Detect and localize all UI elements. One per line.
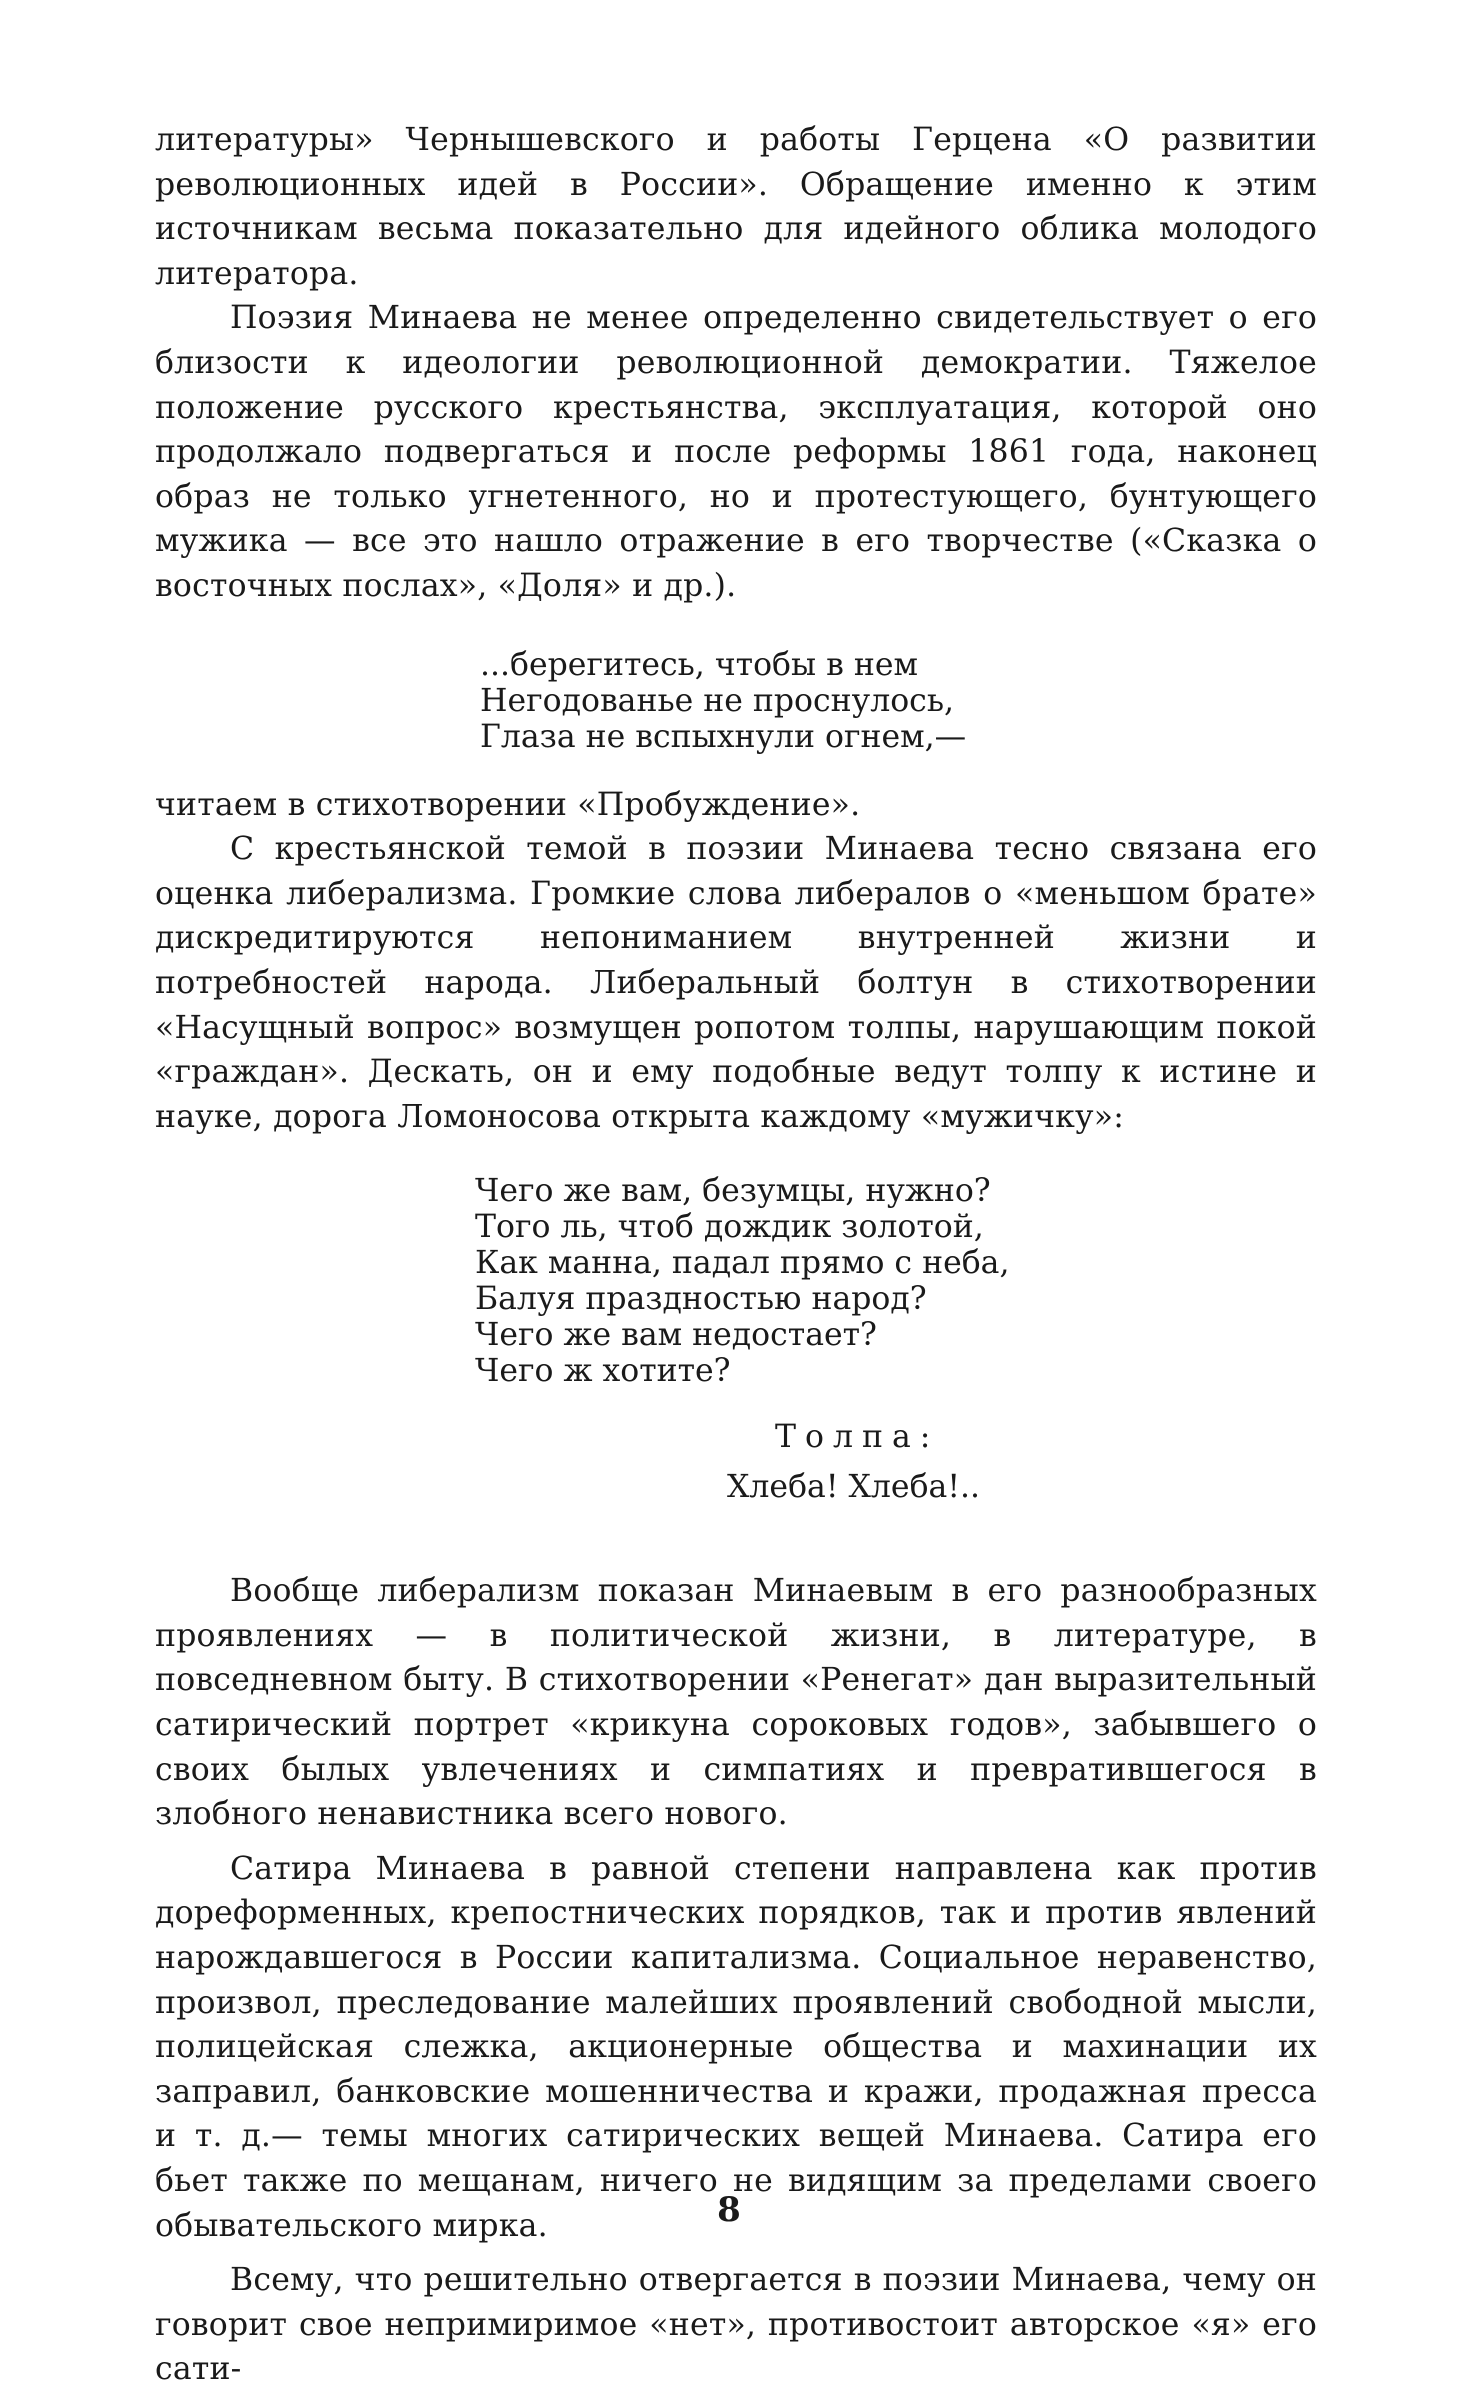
verse-line: Чего ж хотите? [475,1353,731,1390]
verse-line: Балуя праздностью народ? [475,1281,927,1318]
paragraph-2: Поэзия Минаева не менее определенно свидетельствует о его близости к идеологии революционной демократии. Тяжелое положение русского крестьянства, эксплуатация, которой оно продолжало подвергаться и после реформы 1861 года, наконец образ не только угнетенного, но и протестующего, бунтующего мужика — все это нашло отражение в его творчестве («Сказка о восточных послах», «Доля» и др.). [155,300,1317,604]
page-text [155,118,1317,2392]
verse-speaker: Толпа: [775,1419,940,1456]
paragraph-1: литературы» Чернышевского и работы Герцена «О развитии революционных идей в России». Обращение именно к этим источникам весьма показательно для идейного облика молодого литератора. [155,122,1317,292]
verse-line: Как манна, падал прямо с неба, [475,1245,1010,1282]
paragraph-4: С крестьянской темой в поэзии Минаева тесно связана его оценка либерализма. Громкие слова либералов о «меньшом брате» дискредитируются непониманием внутренней жизни и потребностей народа. Либеральный болтун в стихотворении «Насущный вопрос» возмущен ропотом толпы, нарушающим покой «граждан». Дескать, он и ему подобные ведут толпу к истине и науке, дорога Ломоносова открыта каждому «мужичку»: [155,831,1317,1135]
verse-line: Глаза не вспыхнули огнем,— [480,718,967,755]
verse-line: Того ль, чтоб дождик золотой, [475,1209,984,1246]
verse-line: ...берегитесь, чтобы в нем [480,646,918,683]
verse-quote-2 [475,1173,1317,1389]
paragraph-7: Всему, что решительно отвергается в поэзии Минаева, чему он говорит свое непримиримое «нет», противостоит авторское «я» его сати- [155,2262,1317,2388]
paragraph-3: читаем в стихотворении «Пробуждение». [155,786,861,823]
verse-line: Чего же вам недостает? [475,1317,877,1354]
verse-speaker-line: Хлеба! Хлеба!.. [727,1469,980,1506]
paragraph-6: Сатира Минаева в равной степени направлена как против дореформенных, крепостнических порядков, так и против явлений нарождавшегося в России капитализма. Социальное неравенство, произвол, преследование малейших проявлений свободной мысли, полицейская слежка, акционерные общества и махинации их заправил, банковские мошенничества и кражи, продажная пресса и т. д.— темы многих сатирических вещей Минаева. Сатира его бьет также по мещанам, ничего не видящим за пределами своего обывательского мирка. [155,1850,1317,2244]
verse-line: Чего же вам, безумцы, нужно? [475,1173,991,1210]
verse-line: Негодованье не проснулось, [480,682,954,719]
verse-quote-1 [480,647,1317,755]
page-number: 8 [717,2190,741,2230]
paragraph-5: Вообще либерализм показан Минаевым в его разнообразных проявлениях — в политической жизни, в литературе, в повседневном быту. В стихотворении «Ренегат» дан выразительный сатирический портрет «крикуна сороковых годов», забывшего о своих былых увлечениях и симпатиях и превратившегося в злобного ненавистника всего нового. [155,1573,1317,1833]
